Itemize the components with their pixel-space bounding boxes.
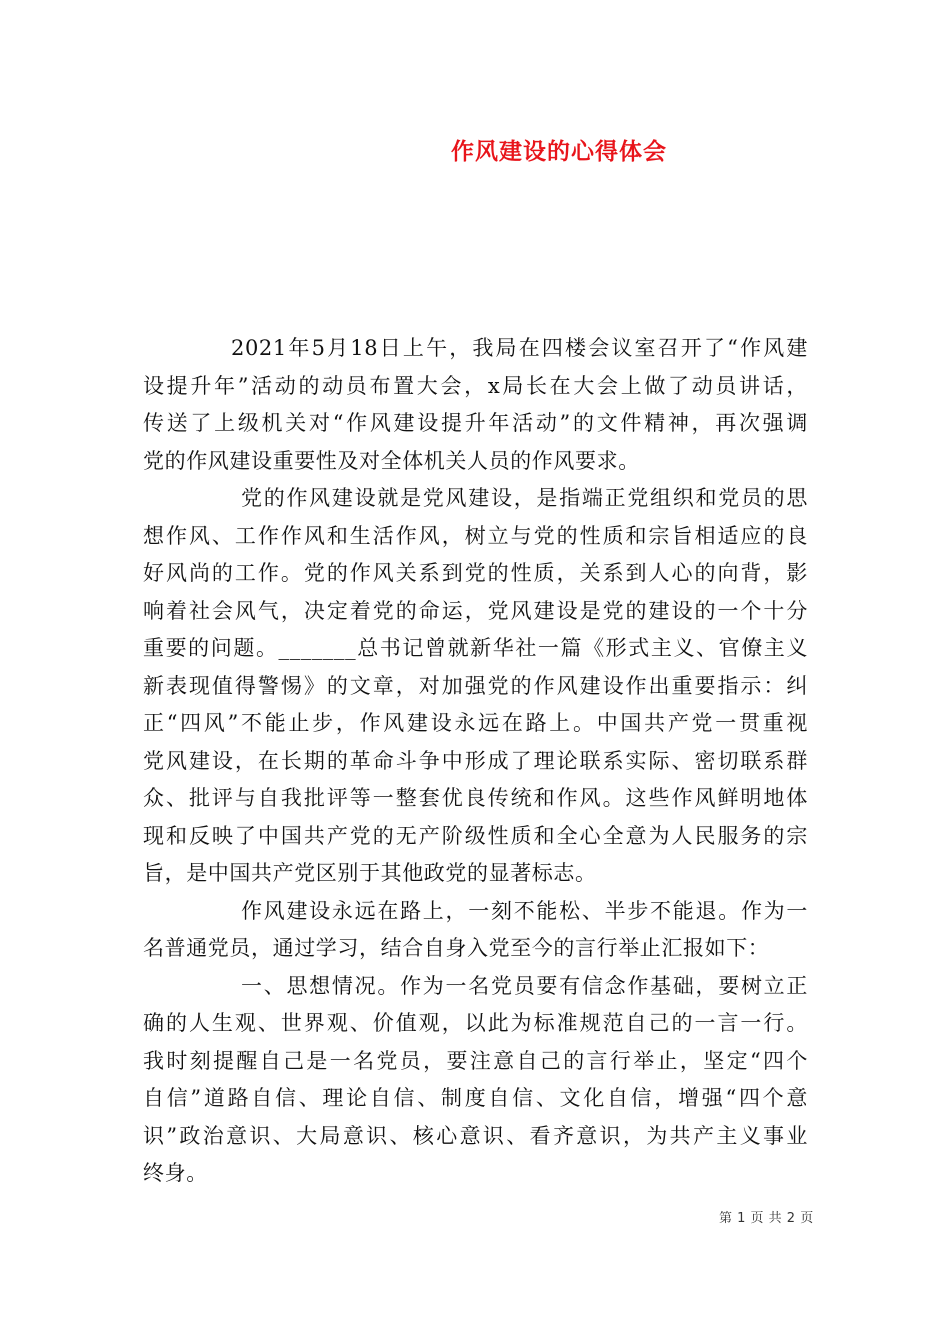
paragraph [143, 893, 808, 968]
text-line: 党的作风建设就是党风建设，是指端正党组织和党员的思 [241, 486, 808, 510]
text-line: 我时刻提醒自己是一名党员，要注意自己的言行举止，坚定“四个 [143, 1048, 808, 1073]
text-line: 确的人生观、世界观、价值观，以此为标准规范自己的一言一行。 [143, 1011, 808, 1035]
text-line: 响着社会风气，决定着党的命运，党风建设是党的建设的一个十分 [143, 598, 808, 623]
text-line: 作风建设永远在路上，一刻不能松、半步不能退。作为一 [241, 898, 808, 923]
paragraph [143, 480, 808, 893]
text-line: 重要的问题。_______总书记曾就新华社一篇《形式主义、官僚主义 [143, 636, 808, 660]
text-line: 党风建设，在长期的革命斗争中形成了理论联系实际、密切联系群 [143, 748, 808, 773]
text-line: 众、批评与自我批评等一整套优良传统和作风。这些作风鲜明地体 [143, 786, 808, 810]
text-line: 想作风、工作作风和生活作风，树立与党的性质和宗旨相适应的良 [143, 523, 808, 548]
paragraph [143, 330, 808, 480]
text-line: 传送了上级机关对“作风建设提升年活动”的文件精神，再次强调 [143, 411, 808, 435]
text-line: 旨，是中国共产党区别于其他政党的显著标志。 [143, 861, 597, 885]
text-line: 新表现值得警惕》的文章，对加强党的作风建设作出重要指示：纠 [143, 673, 808, 698]
text-line: 一、思想情况。作为一名党员要有信念作基础，要树立正 [241, 973, 808, 998]
text-line: 名普通党员，通过学习，结合自身入党至今的言行举止汇报如下： [143, 936, 770, 960]
text-line: 终身。 [143, 1161, 208, 1185]
text-line: 党的作风建设重要性及对全体机关人员的作风要求。 [143, 448, 640, 473]
text-line: 自信”道路自信、理论自信、制度自信、文化自信，增强“四个意 [143, 1086, 808, 1110]
text-line: 现和反映了中国共产党的无产阶级性质和全心全意为人民服务的宗 [143, 823, 808, 848]
page-indicator: 第 1 页 共 2 页 [719, 1211, 814, 1226]
text-line: 正“四风”不能止步，作风建设永远在路上。中国共产党一贯重视 [143, 711, 808, 735]
text-line: 识”政治意识、大局意识、核心意识、看齐意识，为共产主义事业 [143, 1123, 808, 1148]
text-line: 好风尚的工作。党的作风关系到党的性质，关系到人心的向背，影 [143, 561, 808, 585]
text-line: 设提升年”活动的动员布置大会，x局长在大会上做了动员讲话， [143, 373, 808, 398]
text-line: 2021年5月18日上午，我局在四楼会议室召开了“作风建 [231, 336, 808, 360]
document-title: 作风建设的心得体会 [451, 139, 667, 165]
paragraph [143, 968, 808, 1193]
document-body [143, 330, 808, 1193]
